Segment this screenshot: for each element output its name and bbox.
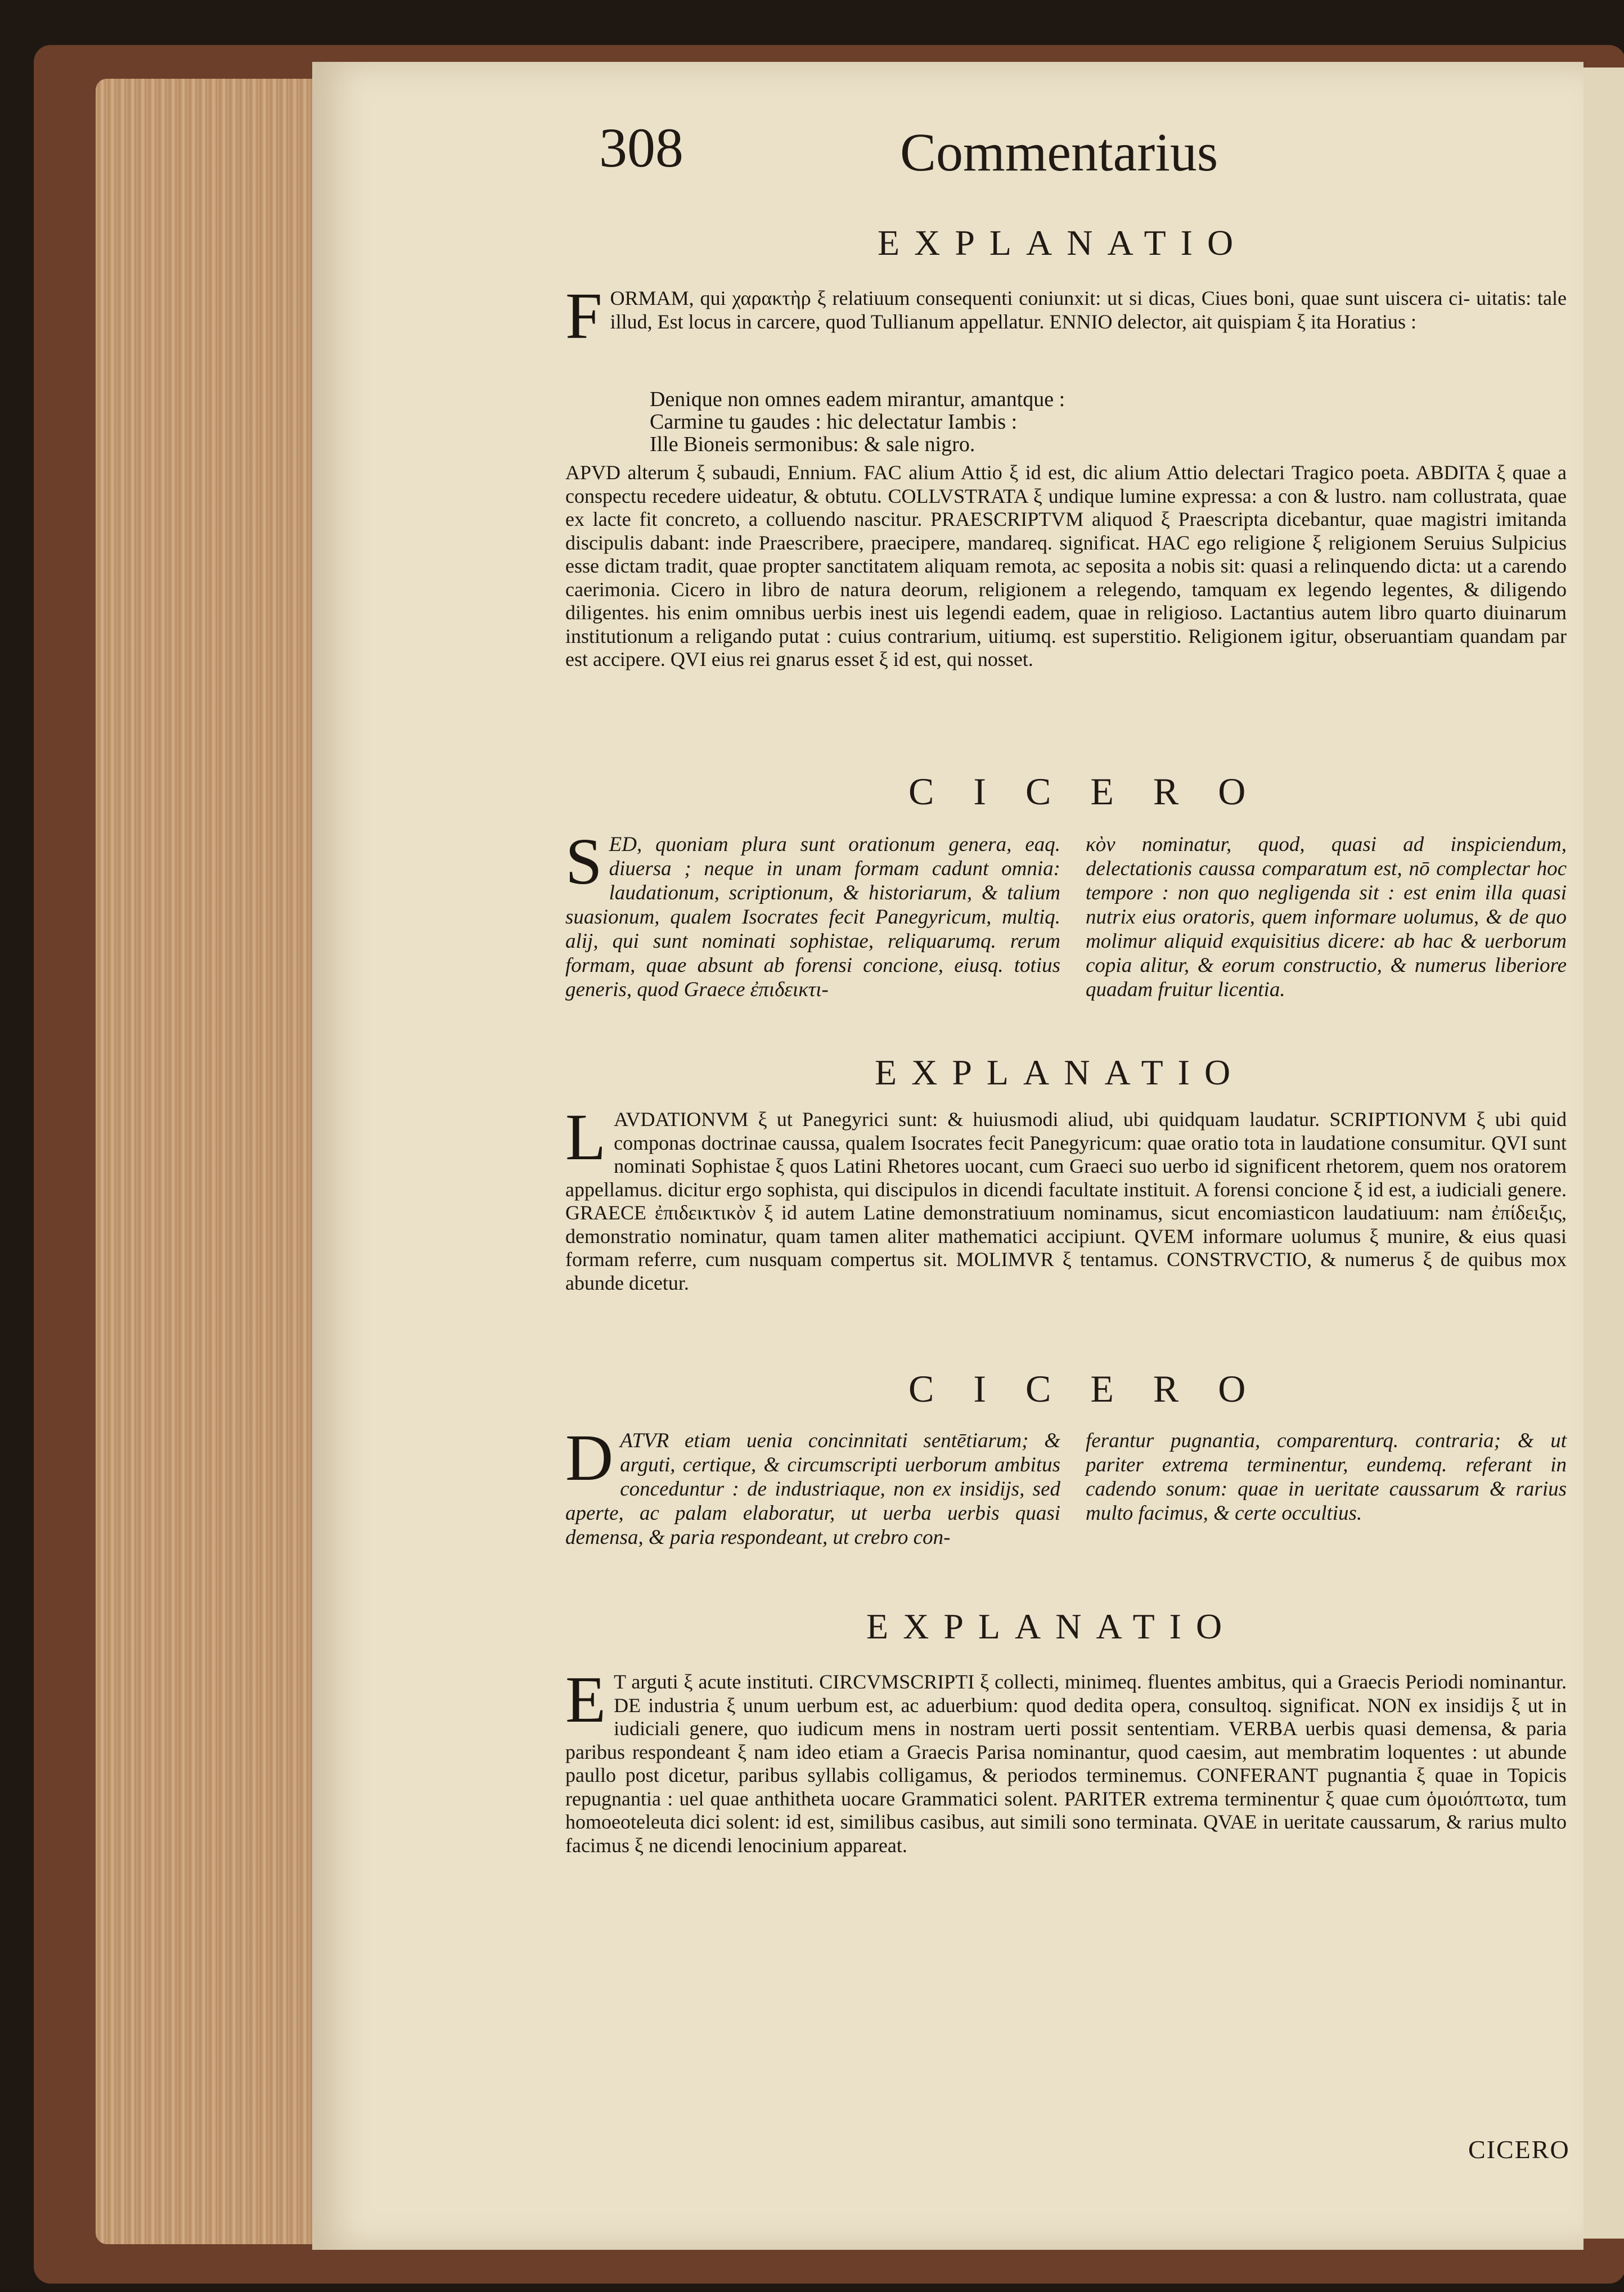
explanatio-paragraph-1b: APVD alterum ξ subaudi, Ennium. FAC alium Attio ξ id est, dic alium Attio delectari Tragico poeta. ABDITA ξ quae a conspectu recedere uideatur, & obtutu. COLLVSTRATA ξ undique lumine expressa: a con & lustro. nam collustrata, quae ex lacte fit concreto, a colluendo nascitur. PRAESCRIPTVM aliquod ξ Praescripta dicebantur, quae magistri imitanda discipulis dabant: inde Praescribere, praecipere, mandareq. significat. HAC ego religione ξ religionem Seruius Sulpicius esse dictam tradit, quae propter sanctitatem aliquam remota, ac seposita a nobis sit: quasi a relinquendo dicta: ut a carendo caerimonia. Cicero in libro de natura deorum, religionem a relegendo, tamquam ex legendo legentes, & diligendo diligentes. his enim omnibus uerbis inest uis legendi eadem, quae in religioso. Lactantius autem libro quarto diuinarum institutionum a religando putat : cuius contrarium, uitiumq. est superstitio. Religionem igitur, obseruantiam quandam par est accipere. QVI eius rei gnarus esset ξ id est, qui nosset. <box>565 461 1567 670</box>
section-heading-cicero-1: CICERO <box>908 770 1285 813</box>
section-heading-explanatio-1: EXPLANATIO <box>878 223 1248 263</box>
facing-page-edge <box>1583 67 1624 2239</box>
drop-cap: D <box>565 1421 614 1494</box>
paragraph-text: AVDATIONVM ξ ut Panegyrici sunt: & huiusmodi aliud, ubi quidquam laudatur. SCRIPTIONVM ξ ubi quid componas doctrinae caussa, qualem Isocrates fecit Panegyricum: quae oratio tota in laudatione consumitur. QVI sunt nominati Sophistae ξ quos Latini Rhetores uocant, cum Graeci suo uerbo id significent rhetorem, quem nos oratorem appellamus. dicitur ergo sophista, qui discipulos in dicendi facultate instituit. A forensi concione ξ id est, a iudiciali genere. GRAECE ἐπιδεικτικὸν ξ id autem Latine demonstratiuum nominamus, sicut encomiasticon laudatiuum: nam ἐπίδειξις, demonstratio nominatur, quam tamen aliter mathematici accipiunt. QVEM informare uolumus ξ munire, & eius quasi formam referre, cum nusquam compertus sit. MOLIMVR ξ tentamus. CONSTRVCTIO, & numerus ξ de quibus mox abunde dicetur. <box>565 1108 1567 1294</box>
column-text: ED, quoniam plura sunt orationum genera, eaq. diuersa ; neque in unam formam cadunt omnia: laudationum, scriptionum, & historiarum, & talium suasionum, qualem Isocrates fecit Panegyricum, multiq. alij, qui sunt nominati sophistae, reliquarumq. rerum formam, quae absunt ab forensi concione, eiusq. totius generis, quod Graece ἐπιδεικτι- <box>565 833 1060 1001</box>
explanatio-paragraph-1 <box>565 279 1567 353</box>
drop-cap: F <box>565 279 602 353</box>
section-heading-cicero-2: CICERO <box>908 1367 1285 1410</box>
paragraph-text: ORMAM, qui χαρακτὴρ ξ relatiuum consequenti coniunxit: ut si dicas, Ciues boni, quae sunt uiscera ci- uitatis: tale illud, Est locus in carcere, quod Tullianum appellatur. ENNIO delector, ait quispiam ξ ita Horatius : <box>610 287 1567 333</box>
column-left <box>565 825 1060 1002</box>
catchword: CICERO <box>1468 2135 1570 2164</box>
quote-line: Carmine tu gaudes : hic delectatur Iambis : <box>650 410 1018 434</box>
book-page <box>312 62 1583 2250</box>
horace-quotation <box>650 388 1065 456</box>
cicero-text-1 <box>565 825 1567 1057</box>
page-fore-edges <box>96 79 321 2244</box>
running-title: Commentarius <box>900 122 1218 182</box>
paragraph-text: T arguti ξ acute instituti. CIRCVMSCRIPTI ξ collecti, minimeq. fluentes ambitus, qui a Graecis Periodi nominantur. DE industria ξ unum uerbum est, ac aduerbium: quod dedita opera, consultoq. significat. NON ex insidijs ξ ut in iudiciali genere, quo iudicum mens in nostram uerti possit sententiam. VERBA uerbis quasi demensa, & paria paribus respondeant ξ nam ideo etiam a Graecis Parisa nominantur, quod caesim, aut membratim loquentes : ut abunde paullo post dicetur, paribus syllabis colligamus, & periodos terminemus. CONFERANT pugnantia ξ quae in Topicis repugnantia : uel quae anthitheta uocare Grammatici solent. PARITER extrema terminentur ξ quae cum ὁμοιόπτωτα, tum homoeoteleuta dici solent: id est, similibus casibus, aut simili sono terminata. QVAE in ueritate caussarum, & rarius multo facimus ξ ne dicendi lenocinium appareat. <box>565 1670 1567 1857</box>
column-text: ATVR etiam uenia concinnitati sentētiarum; & arguti, certique, & circumscripti uerborum ambitus conceduntur : de industriaque, non ex insidijs, sed aperte, ac palam elaboratur, ut uerba uerbis quasi demensa, & paria respondeant, ut crebro con- <box>565 1429 1060 1549</box>
page-number: 308 <box>599 116 683 179</box>
column-right: ferantur pugnantia, comparenturq. contraria; & ut pariter extrema terminentur, eundemq. referant in cadendo sonum: quae in ueritate caussarum & rarius multo facimus, & certe occultius. <box>1086 1429 1567 1525</box>
section-heading-explanatio-3: EXPLANATIO <box>866 1606 1237 1646</box>
quote-line: Denique non omnes eadem mirantur, amantque : <box>650 388 1065 411</box>
quote-line: Ille Bioneis sermonibus: & sale nigro. <box>650 433 975 456</box>
explanatio-paragraph-3 <box>565 1663 1567 1857</box>
column-right: κὸν nominatur, quod, quasi ad inspiciendum, delectationis caussa comparatum est, nō complectar hoc tempore : non quo negligenda sit : est enim illa quasi nutrix eius oratoris, quem informare uolumus, & de quo molimur aliquid exquisitius dicere: ab hac & uerborum copia alitur, & eorum constructio, & numerus liberiore quadam fruitur licentia. <box>1086 833 1567 1001</box>
section-heading-explanatio-2: EXPLANATIO <box>875 1052 1245 1092</box>
drop-cap: L <box>565 1100 606 1174</box>
cicero-text-2 <box>565 1421 1567 1597</box>
explanatio-paragraph-2 <box>565 1100 1567 1295</box>
drop-cap: E <box>565 1663 606 1736</box>
column-left <box>565 1421 1060 1550</box>
drop-cap: S <box>565 825 602 898</box>
